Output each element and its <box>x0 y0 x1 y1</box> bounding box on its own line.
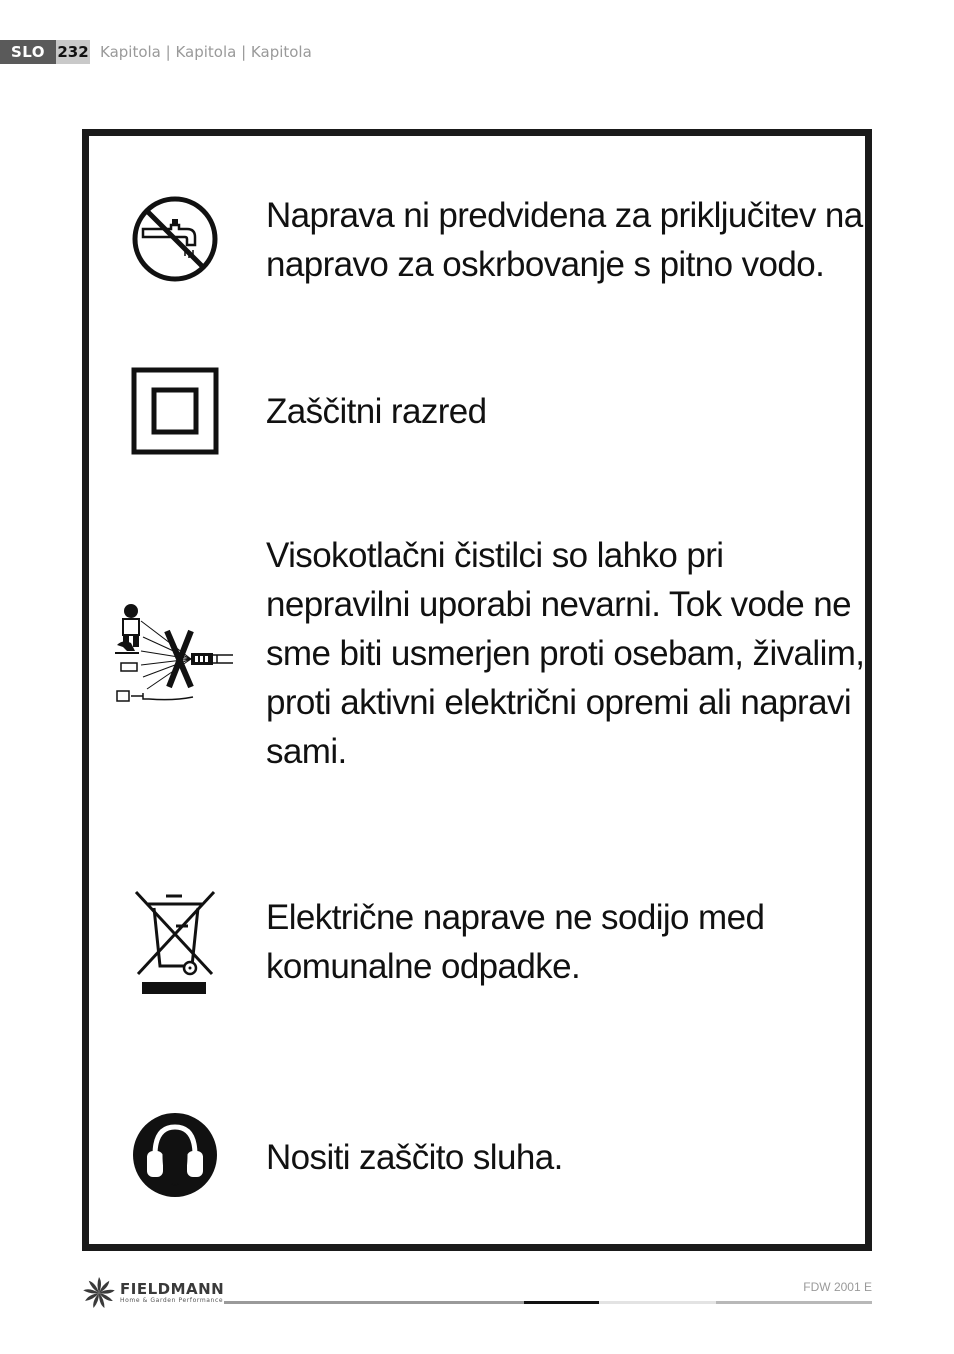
symbol-description: Zaščitni razred <box>266 392 487 431</box>
symbol-description: Visokotlačni čistilci so lahko pri nepravilni uporabi nevarni. Tok vode ne sme biti usmerjen proti osebam, živalim, proti aktivni električni opremi ali napravi sami. <box>266 536 865 771</box>
brand-tagline: Home & Garden Performance <box>120 1296 224 1304</box>
language-badge: SLO <box>0 40 56 64</box>
footer-rule-grey <box>224 1301 524 1304</box>
wear-ear-protection-icon <box>125 1110 225 1200</box>
brand-name: FIELDMANN <box>120 1279 225 1298</box>
brand-logo <box>82 1276 224 1310</box>
breadcrumb: Kapitola | Kapitola | Kapitola <box>100 43 312 61</box>
page-number: 232 <box>56 40 90 64</box>
symbol-description: Naprava ni predvidena za priključitev na napravo za oskrbovanje s pitno vodo. <box>266 196 863 284</box>
no-drinking-water-icon <box>125 194 225 284</box>
symbol-description: Električne naprave ne sodijo med komunalne odpadke. <box>266 898 765 986</box>
page-header <box>0 40 312 64</box>
symbols-panel <box>82 129 872 1251</box>
symbol-description: Nositi zaščito sluha. <box>266 1138 563 1177</box>
model-number: FDW 2001 E <box>803 1280 872 1294</box>
no-spray-at-people-animals-electrics-icon <box>113 598 237 708</box>
protection-class-ii-icon <box>125 366 225 456</box>
fieldmann-flower-icon <box>82 1276 116 1310</box>
footer-rule-black <box>524 1301 599 1304</box>
crossed-out-wheelie-bin-icon <box>125 888 225 998</box>
footer-rule-light <box>599 1301 716 1304</box>
footer-rule-mid <box>716 1301 872 1304</box>
